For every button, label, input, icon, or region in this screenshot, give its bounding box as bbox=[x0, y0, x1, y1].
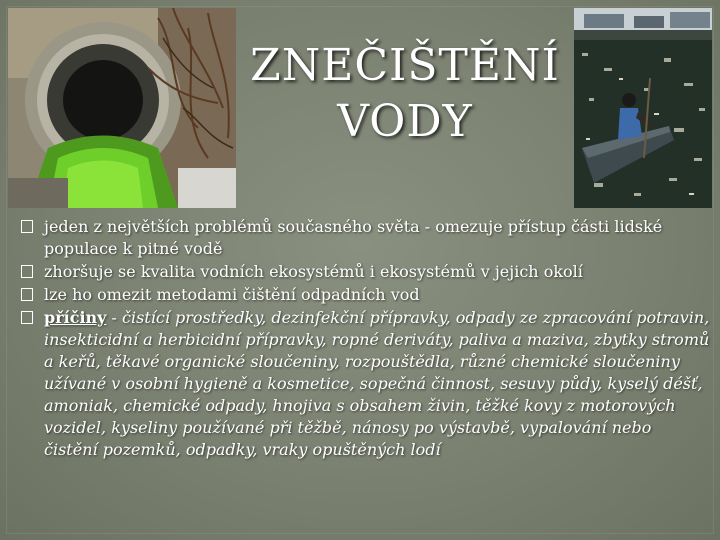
bullet-marker-icon bbox=[21, 288, 33, 301]
slide-title bbox=[238, 38, 572, 150]
bullet-text: lze ho omezit metodami čištění odpadních vod bbox=[44, 285, 420, 304]
title-line-2: VODY bbox=[337, 96, 473, 147]
bullet-text: jeden z největších problémů současného světa - omezuje přístup části lidské populace k pitné vodě bbox=[44, 217, 663, 258]
polluted-river-photo bbox=[574, 8, 712, 208]
bullet-item bbox=[20, 261, 710, 283]
causes-separator: - bbox=[106, 308, 123, 327]
bullet-marker-icon bbox=[21, 311, 33, 324]
bullet-list bbox=[20, 216, 710, 462]
title-line-1: ZNEČIŠTĚNÍ bbox=[250, 40, 560, 91]
bullet-marker-icon bbox=[21, 220, 33, 233]
bullet-item bbox=[20, 216, 710, 260]
causes-text: čistící prostředky, dezinfekční přípravky, odpady ze zpracování potravin, insekticidní a herbicidní přípravky, ropné deriváty, paliva a maziva, zbytky stromů a keřů, těkavé organické sloučeniny, rozpouštědla, různé chemické sloučeniny užívané v osobní hygieně a kosmetice, sopečná činnost, sesuvy půdy, kyselý déšť, amoniak, chemické odpady, hnojiva s obsahem živin, těžké kovy z motorových vozidel, kyseliny používané při těžbě, nánosy po výstavbě, vypalování nebo čistění pozemků, odpadky, vraky opuštěných lodí bbox=[44, 308, 710, 459]
causes-label: příčiny bbox=[44, 308, 107, 327]
bullet-text: zhoršuje se kvalita vodních ekosystémů i ekosystémů v jejich okolí bbox=[44, 262, 583, 281]
bullet-item-causes bbox=[20, 307, 710, 461]
sewer-pipe-photo bbox=[8, 8, 236, 208]
bullet-marker-icon bbox=[21, 265, 33, 278]
bullet-item bbox=[20, 284, 710, 306]
